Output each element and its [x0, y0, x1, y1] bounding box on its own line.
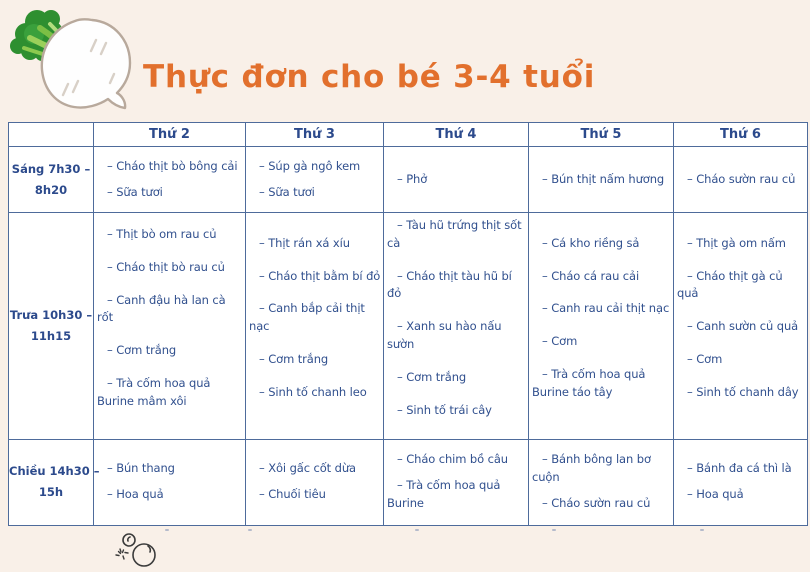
menu-item: – Sinh tố chanh dây	[687, 384, 799, 399]
menu-item: – Tàu hũ trứng thịt sốt cà	[387, 218, 522, 250]
menu-item: – Cháo sườn rau củ	[542, 495, 651, 510]
menu-table	[8, 122, 808, 526]
day-header: Thứ 5	[529, 123, 674, 147]
table-row	[9, 147, 808, 213]
radish-bulb	[42, 19, 130, 108]
cutoff-text-hint	[248, 529, 252, 531]
menu-item: – Cháo cá rau cải	[542, 268, 640, 283]
cutoff-text-hint	[700, 529, 704, 531]
menu-item: – Thịt bò om rau củ	[107, 226, 217, 241]
menu-item: – Bánh bông lan bơ cuộn	[532, 452, 651, 485]
bubbles-sparkle-doodle-icon	[110, 531, 162, 572]
menu-cell	[529, 439, 674, 525]
day-header: Thứ 3	[246, 123, 384, 147]
menu-item: – Sinh tố trái cây	[397, 402, 492, 417]
table-row	[9, 213, 808, 440]
menu-item: – Cháo thịt bò bông cải	[107, 158, 238, 173]
menu-cell	[674, 439, 808, 525]
menu-cell	[529, 147, 674, 213]
menu-item: – Bánh đa cá thì là	[687, 461, 792, 476]
menu-cell	[674, 147, 808, 213]
menu-item: – Thịt gà om nấm	[687, 235, 786, 250]
menu-cell	[94, 439, 246, 525]
menu-item: – Cháo chim bồ câu	[397, 452, 508, 467]
radish-icon	[6, 4, 138, 120]
menu-item: – Cơm trắng	[259, 352, 329, 367]
menu-cell	[529, 213, 674, 440]
menu-item: – Cơm	[542, 334, 578, 349]
page-title: Thực đơn cho bé 3-4 tuổi	[143, 58, 596, 95]
menu-cell	[384, 213, 529, 440]
menu-item: – Thịt rán xá xíu	[259, 235, 350, 250]
cutoff-text-hint	[552, 529, 556, 531]
menu-cell	[94, 147, 246, 213]
menu-item: – Cá kho riềng sả	[542, 235, 640, 250]
menu-item: – Cháo thịt bằm bí đỏ	[259, 268, 381, 283]
menu-item: – Hoa quả	[107, 487, 164, 501]
menu-item: – Bún thang	[107, 461, 175, 476]
menu-item: – Cơm trắng	[397, 369, 467, 384]
menu-item: – Xôi gấc cốt dừa	[259, 461, 356, 476]
menu-item: – Canh sườn củ quả	[687, 319, 799, 334]
menu-item: – Trà cốm hoa quả Burine mâm xôi	[97, 375, 211, 408]
day-header: Thứ 6	[674, 123, 808, 147]
menu-item: – Canh đậu hà lan cà rốt	[97, 292, 226, 325]
row-label: Sáng 7h30 – 8h20	[9, 147, 94, 213]
menu-item: – Cơm	[687, 352, 723, 367]
menu-item: – Hoa quả	[687, 487, 744, 501]
menu-item: – Xanh su hào nấu sườn	[387, 319, 502, 352]
table-body	[9, 147, 808, 526]
day-header: Thứ 4	[384, 123, 529, 147]
menu-item: – Cháo sườn rau củ	[687, 171, 796, 186]
menu-item: – Phở	[397, 171, 428, 186]
day-header: Thứ 2	[94, 123, 246, 147]
menu-item: – Canh rau cải thịt nạc	[542, 301, 670, 316]
menu-cell	[246, 147, 384, 213]
menu-item: – Cháo thịt tàu hũ bí đỏ	[387, 268, 512, 301]
menu-cell	[384, 147, 529, 213]
menu-item: – Súp gà ngô kem	[259, 158, 361, 173]
menu-item: – Sữa tươi	[259, 184, 315, 199]
menu-item: – Cơm trắng	[107, 343, 177, 358]
header-row	[9, 123, 808, 147]
corner-header	[9, 123, 94, 147]
menu-cell	[246, 213, 384, 440]
menu-item: – Trà cốm hoa quả Burine	[387, 478, 501, 510]
menu-item: – Canh bắp cải thịt nạc	[249, 301, 365, 334]
menu-item: – Cháo thịt gà củ quả	[677, 268, 783, 301]
menu-item: – Bún thịt nấm hương	[542, 171, 665, 186]
menu-item: – Trà cốm hoa quả Burine táo tây	[532, 367, 646, 399]
table-row	[9, 439, 808, 525]
row-label: Trưa 10h30 – 11h15	[9, 213, 94, 440]
menu-cell	[246, 439, 384, 525]
menu-item: – Chuối tiêu	[259, 487, 326, 501]
menu-cell	[384, 439, 529, 525]
menu-cell	[94, 213, 246, 440]
menu-item: – Sinh tố chanh leo	[259, 384, 367, 399]
menu-item: – Cháo thịt bò rau củ	[107, 259, 225, 274]
menu-item: – Sữa tươi	[107, 184, 163, 199]
menu-cell	[674, 213, 808, 440]
cutoff-text-hint	[415, 529, 419, 531]
row-label: Chiều 14h30 – 15h	[9, 439, 94, 525]
cutoff-text-hint	[165, 529, 169, 531]
